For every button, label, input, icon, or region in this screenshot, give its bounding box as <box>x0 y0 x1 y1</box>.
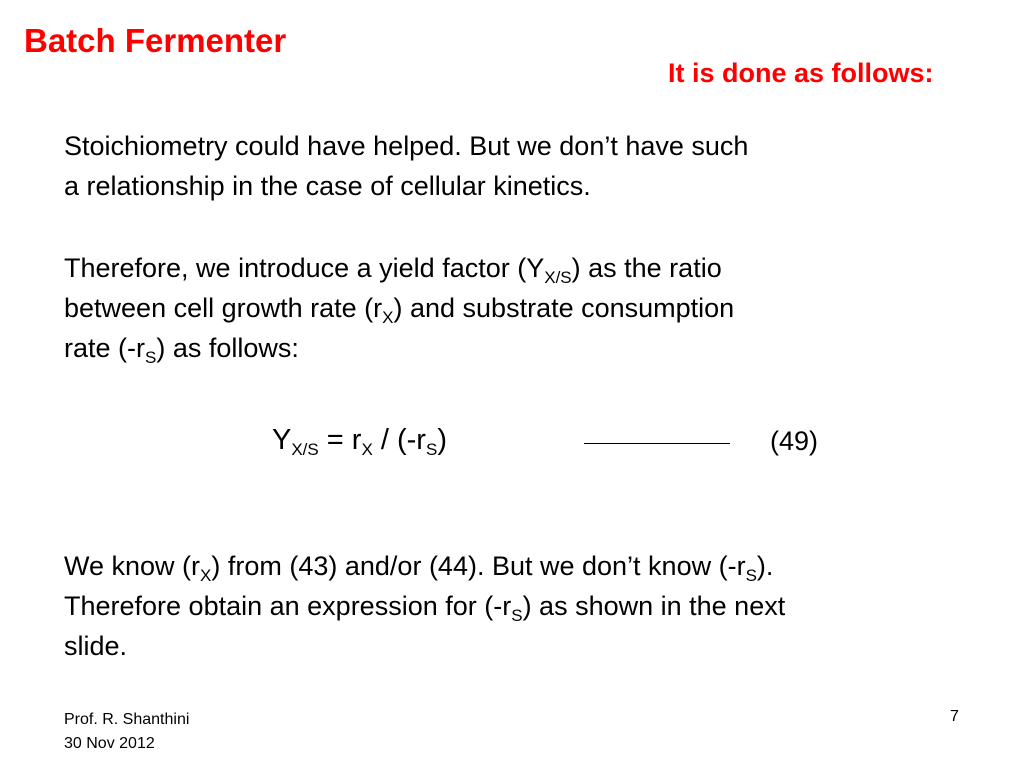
footer-date: 30 Nov 2012 <box>64 735 155 752</box>
paragraph-line: We know $(r_X)$ from (43) and/or (44). But we don’t know $(-r_S)$. <box>64 551 774 585</box>
equation-leader-line <box>584 443 730 444</box>
yield-equation: $Y_{X/S} = r_X / (-r_S)$ <box>272 424 447 459</box>
paragraph-yield-factor <box>64 248 734 368</box>
paragraph-stoichiometry <box>64 126 748 206</box>
paragraph-line: Stoichiometry could have helped. But we don’t have such <box>64 131 749 161</box>
paragraph-line: slide. <box>64 631 128 661</box>
paragraph-line: a relationship in the case of cellular kinetics. <box>64 171 591 201</box>
paragraph-line: Therefore, we introduce a yield factor $(Y_{X/S})$ as the ratio <box>64 253 722 287</box>
paragraph-line: between cell growth rate $(r_X)$ and substrate consumption <box>64 293 735 327</box>
paragraph-line: Therefore obtain an expression for $(-r_S)$ as shown in the next <box>64 591 786 625</box>
page-number: 7 <box>950 708 959 725</box>
equation-number: (49) <box>770 426 819 456</box>
footer-author: Prof. R. Shanthini <box>64 711 190 728</box>
paragraph-line: rate $(-r_S)$ as follows: <box>64 333 299 367</box>
slide-subtitle: It is done as follows: <box>668 58 934 88</box>
slide-title: Batch Fermenter <box>24 22 287 59</box>
footer <box>64 708 189 756</box>
paragraph-next-step <box>64 546 785 666</box>
